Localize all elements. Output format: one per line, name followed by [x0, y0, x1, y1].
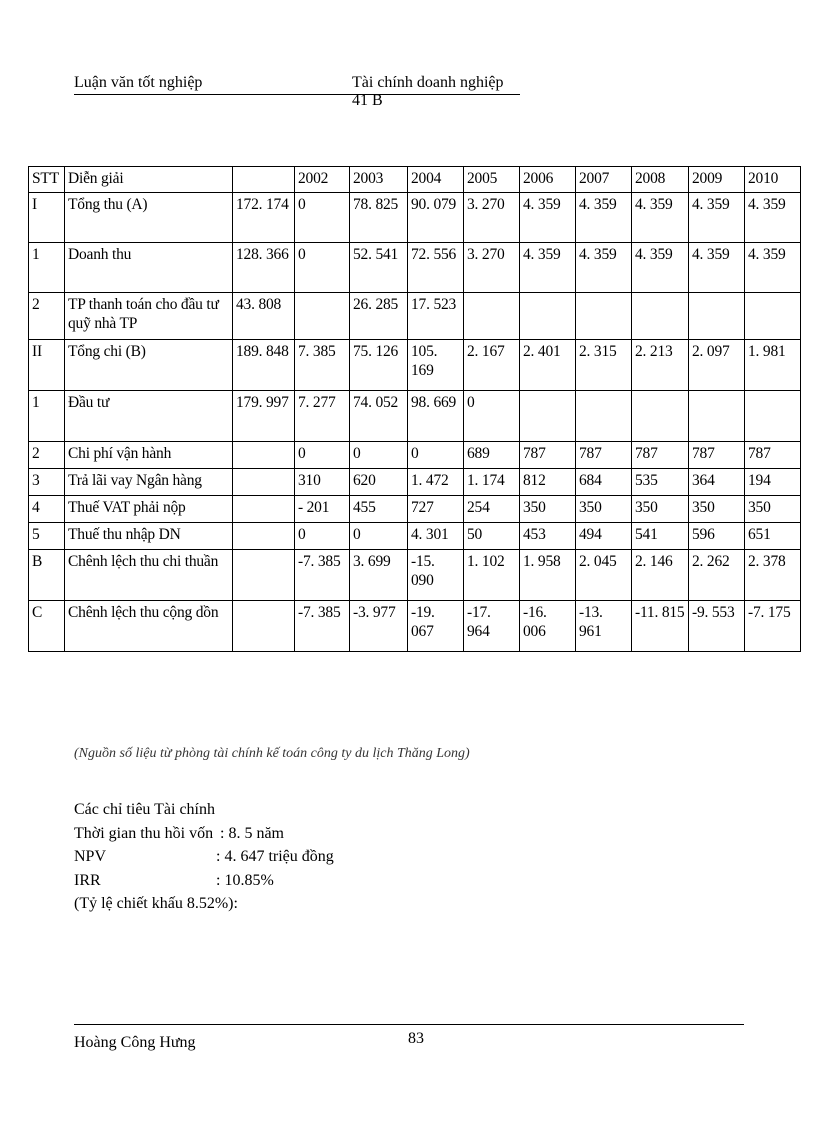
table-cell: 541: [632, 523, 689, 550]
page-header: [74, 72, 520, 109]
table-cell: 787: [520, 442, 576, 469]
table-cell: 3. 270: [464, 243, 520, 293]
table-cell: 4: [29, 496, 65, 523]
table-cell: Doanh thu: [65, 243, 233, 293]
table-cell: [520, 293, 576, 340]
table-cell: 2. 213: [632, 340, 689, 391]
table-cell: [689, 293, 745, 340]
table-cell: Chênh lệch thu cộng dồn: [65, 601, 233, 652]
table-cell: 128. 366: [233, 243, 295, 293]
table-cell: 2. 262: [689, 550, 745, 601]
table-cell: -7. 385: [295, 550, 350, 601]
table-header-cell: 2004: [408, 167, 464, 193]
table-cell: 727: [408, 496, 464, 523]
table-cell: -16. 006: [520, 601, 576, 652]
table-cell: Thuế VAT phải nộp: [65, 496, 233, 523]
table-cell: 254: [464, 496, 520, 523]
indicator-label: IRR: [74, 871, 101, 889]
table-cell: 1: [29, 243, 65, 293]
table-cell: 2. 167: [464, 340, 520, 391]
table-cell: B: [29, 550, 65, 601]
table-header-cell: 2005: [464, 167, 520, 193]
table-cell: 2: [29, 442, 65, 469]
table-cell: 787: [632, 442, 689, 469]
table-cell: [745, 391, 801, 442]
table-cell: 4. 359: [520, 243, 576, 293]
discount-rate-note: (Tỷ lệ chiết khấu 8.52%):: [74, 895, 238, 912]
table-cell: 787: [576, 442, 632, 469]
table-cell: 787: [689, 442, 745, 469]
table-cell: 105. 169: [408, 340, 464, 391]
table-cell: 1. 472: [408, 469, 464, 496]
table-row: [29, 601, 801, 652]
table-header-cell: [233, 167, 295, 193]
table-cell: Đầu tư: [65, 391, 233, 442]
table-cell: 651: [745, 523, 801, 550]
table-cell: 0: [295, 193, 350, 243]
table-cell: 0: [295, 442, 350, 469]
table-row: [29, 496, 801, 523]
table-cell: -7. 175: [745, 601, 801, 652]
indicator-value: : 4. 647 triệu đồng: [216, 848, 334, 865]
table-cell: 350: [576, 496, 632, 523]
table-cell: 90. 079: [408, 193, 464, 243]
table-cell: 620: [350, 469, 408, 496]
table-header-row: [29, 167, 801, 193]
table-cell: -3. 977: [350, 601, 408, 652]
indicator-row: [74, 822, 284, 846]
page-number: 83: [408, 1030, 424, 1047]
table-cell: 5: [29, 523, 65, 550]
table-cell: -7. 385: [295, 601, 350, 652]
table-cell: [233, 550, 295, 601]
table-cell: 26. 285: [350, 293, 408, 340]
table-cell: 455: [350, 496, 408, 523]
table-cell: [689, 391, 745, 442]
table-cell: [745, 293, 801, 340]
table-cell: Thuế thu nhập DN: [65, 523, 233, 550]
table-cell: 0: [408, 442, 464, 469]
table-cell: -17. 964: [464, 601, 520, 652]
table-row: [29, 340, 801, 391]
table-cell: 4. 359: [689, 193, 745, 243]
table-cell: 350: [689, 496, 745, 523]
table-cell: 494: [576, 523, 632, 550]
indicator-value: : 10.85%: [216, 871, 274, 889]
table-cell: 2. 401: [520, 340, 576, 391]
table-cell: 350: [632, 496, 689, 523]
table-cell: 310: [295, 469, 350, 496]
table-cell: 2. 045: [576, 550, 632, 601]
indicator-row: [74, 869, 274, 893]
table-cell: 17. 523: [408, 293, 464, 340]
table-cell: -11. 815: [632, 601, 689, 652]
table-cell: 1. 958: [520, 550, 576, 601]
table-cell: 0: [350, 442, 408, 469]
table-cell: 2. 378: [745, 550, 801, 601]
table-cell: [233, 601, 295, 652]
table-cell: 684: [576, 469, 632, 496]
indicator-value: : 8. 5 năm: [220, 824, 284, 842]
table-cell: Tổng thu (A): [65, 193, 233, 243]
header-department-label: Tài chính doanh nghiệp 41 B: [352, 74, 504, 109]
footer-divider: [74, 1024, 744, 1025]
table-row: [29, 391, 801, 442]
table-row: [29, 442, 801, 469]
table-cell: -19. 067: [408, 601, 464, 652]
table-cell: 4. 359: [632, 193, 689, 243]
table-cell: C: [29, 601, 65, 652]
table-cell: [233, 523, 295, 550]
table-cell: Trả lãi vay Ngân hàng: [65, 469, 233, 496]
table-cell: [233, 469, 295, 496]
table-cell: 4. 359: [745, 243, 801, 293]
table-cell: II: [29, 340, 65, 391]
table-cell: [464, 293, 520, 340]
table-cell: 4. 359: [632, 243, 689, 293]
table-cell: 7. 385: [295, 340, 350, 391]
table-cell: -13. 961: [576, 601, 632, 652]
table-cell: 4. 359: [576, 193, 632, 243]
table-header-cell: 2009: [689, 167, 745, 193]
indicator-label: Thời gian thu hồi vốn: [74, 824, 214, 842]
table-header-cell: 2007: [576, 167, 632, 193]
table-cell: 4. 301: [408, 523, 464, 550]
indicator-row: [74, 845, 334, 869]
table-header-cell: 2006: [520, 167, 576, 193]
table-row: [29, 469, 801, 496]
table-header-cell: Diễn giải: [65, 167, 233, 193]
table-row: [29, 243, 801, 293]
table-cell: 74. 052: [350, 391, 408, 442]
table-cell: Chi phí vận hành: [65, 442, 233, 469]
table-cell: I: [29, 193, 65, 243]
table-cell: -9. 553: [689, 601, 745, 652]
table-cell: 98. 669: [408, 391, 464, 442]
header-thesis-label: Luận văn tốt nghiệp: [74, 74, 203, 91]
table-cell: 0: [295, 523, 350, 550]
table-header-cell: 2003: [350, 167, 408, 193]
table-row: [29, 550, 801, 601]
table-cell: 1. 174: [464, 469, 520, 496]
source-note: (Nguồn số liệu từ phòng tài chính kế toán công ty du lịch Thăng Long): [74, 746, 470, 761]
table-header-cell: 2008: [632, 167, 689, 193]
table-cell: 787: [745, 442, 801, 469]
table-cell: 189. 848: [233, 340, 295, 391]
table-cell: [295, 293, 350, 340]
table-cell: 0: [464, 391, 520, 442]
table-cell: 78. 825: [350, 193, 408, 243]
table-cell: TP thanh toán cho đầu tư quỹ nhà TP: [65, 293, 233, 340]
table-cell: 3. 699: [350, 550, 408, 601]
table-header-cell: 2002: [295, 167, 350, 193]
table-cell: Tổng chi (B): [65, 340, 233, 391]
table-cell: 75. 126: [350, 340, 408, 391]
table-cell: 596: [689, 523, 745, 550]
table-cell: 194: [745, 469, 801, 496]
table-cell: 2. 097: [689, 340, 745, 391]
table-cell: 364: [689, 469, 745, 496]
table-cell: 535: [632, 469, 689, 496]
table-cell: 3. 270: [464, 193, 520, 243]
table-cell: 2. 146: [632, 550, 689, 601]
table-cell: 4. 359: [576, 243, 632, 293]
table-cell: 50: [464, 523, 520, 550]
table-cell: 350: [520, 496, 576, 523]
table-cell: 3: [29, 469, 65, 496]
table-cell: 2: [29, 293, 65, 340]
table-header-cell: STT: [29, 167, 65, 193]
table-cell: 72. 556: [408, 243, 464, 293]
table-row: [29, 293, 801, 340]
financial-table: [28, 166, 801, 652]
table-cell: 1: [29, 391, 65, 442]
footer-author: Hoàng Công Hưng: [74, 1034, 196, 1051]
financial-indicators: [74, 798, 334, 916]
table-cell: 0: [295, 243, 350, 293]
table-cell: 1. 981: [745, 340, 801, 391]
indicators-title: Các chỉ tiêu Tài chính: [74, 801, 215, 818]
table-cell: 812: [520, 469, 576, 496]
table-cell: [520, 391, 576, 442]
table-cell: [632, 293, 689, 340]
table-cell: [233, 496, 295, 523]
table-cell: 2. 315: [576, 340, 632, 391]
table-cell: - 201: [295, 496, 350, 523]
table-cell: 179. 997: [233, 391, 295, 442]
table-cell: -15. 090: [408, 550, 464, 601]
table-cell: 4. 359: [745, 193, 801, 243]
table-cell: 172. 174: [233, 193, 295, 243]
table-cell: 0: [350, 523, 408, 550]
table-cell: [632, 391, 689, 442]
table-cell: 7. 277: [295, 391, 350, 442]
table-row: [29, 523, 801, 550]
table-cell: 1. 102: [464, 550, 520, 601]
table-row: [29, 193, 801, 243]
table-cell: 350: [745, 496, 801, 523]
table-cell: Chênh lệch thu chi thuần: [65, 550, 233, 601]
table-cell: [576, 293, 632, 340]
table-cell: 52. 541: [350, 243, 408, 293]
table-cell: 689: [464, 442, 520, 469]
table-cell: 4. 359: [520, 193, 576, 243]
table-cell: [233, 442, 295, 469]
table-cell: 43. 808: [233, 293, 295, 340]
table-header-cell: 2010: [745, 167, 801, 193]
table-cell: [576, 391, 632, 442]
table-cell: 453: [520, 523, 576, 550]
table-cell: 4. 359: [689, 243, 745, 293]
indicator-label: NPV: [74, 848, 107, 865]
